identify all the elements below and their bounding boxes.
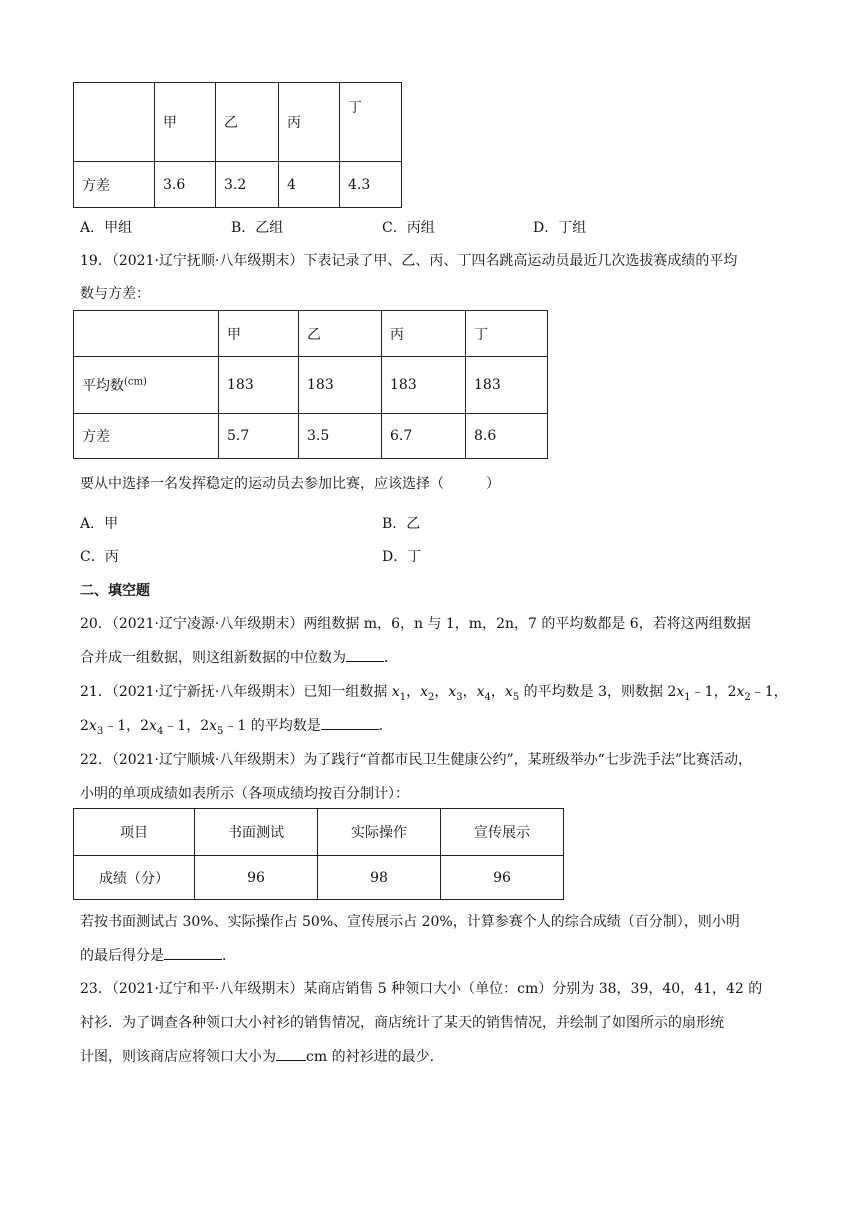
answer-blank[interactable] bbox=[164, 945, 222, 960]
table-header-cell: 丁 bbox=[340, 83, 402, 162]
q21-text3: 的平均数是 bbox=[250, 718, 321, 734]
table-header-cell: 实际操作 bbox=[318, 809, 441, 856]
avg-label: 平均数 bbox=[82, 378, 124, 394]
table-header-cell: 书面测试 bbox=[195, 809, 318, 856]
option-b: B．乙 bbox=[382, 516, 421, 532]
option-c: C．丙组 bbox=[382, 220, 435, 236]
q21-line1: 21．（2021·辽宁新抚·八年级期末）已知一组数据 $x_1$，$x_2$，$x_3$，$x_4$，$x_5$ 的平均数是 3，则数据 $2x_1﹣1$，$2x_2﹣1$， bbox=[80, 684, 788, 703]
score-table-q22 bbox=[73, 808, 564, 900]
table-cell bbox=[74, 83, 155, 162]
table-cell: 8.6 bbox=[466, 414, 548, 459]
table-cell: 3.6 bbox=[155, 162, 216, 208]
table-header-cell: 丙 bbox=[279, 83, 340, 162]
stats-table-q19 bbox=[73, 310, 548, 459]
option-a: A．甲 bbox=[80, 516, 119, 532]
q23-line3 bbox=[80, 1046, 444, 1066]
table-cell: 4.3 bbox=[340, 162, 402, 208]
table-header-cell: 乙 bbox=[299, 311, 382, 357]
table-cell bbox=[74, 311, 219, 357]
option-a: A．甲组 bbox=[80, 220, 133, 236]
answer-blank[interactable] bbox=[321, 715, 379, 730]
table-cell: 183 bbox=[219, 357, 299, 414]
variance-table-q18 bbox=[73, 82, 402, 208]
table-header-cell: 项目 bbox=[74, 809, 195, 856]
q20-end: ． bbox=[384, 650, 398, 666]
option-d: D．丁 bbox=[382, 549, 422, 565]
table-cell: 183 bbox=[299, 357, 382, 414]
q23-line2: 衬衫．为了调查各种领口大小衬衫的销售情况，商店统计了某天的销售情况，并绘制了如图所示的扇形统 bbox=[80, 1015, 724, 1031]
q23-text2: cm 的衬衫进的最少． bbox=[306, 1049, 444, 1065]
q21-text2: 的平均数是 3，则数据 2 bbox=[519, 684, 677, 700]
q22-line1: 22．（2021·辽宁顺城·八年级期末）为了践行“首都市民卫生健康公约”，某班级举办“七步洗手法”比赛活动， bbox=[80, 752, 752, 768]
table-row-label: 方差 bbox=[74, 414, 219, 459]
table-row-label: 成绩（分） bbox=[74, 856, 195, 900]
table-header-cell: 乙 bbox=[216, 83, 279, 162]
option-b: B．乙组 bbox=[231, 220, 284, 236]
q22-line3: 若按书面测试占 30%、实际操作占 50%、宣传展示占 20%，计算参赛个人的综合成绩（百分制），则小明 bbox=[80, 914, 740, 930]
q21-end: ． bbox=[378, 718, 393, 734]
avg-unit: (cm) bbox=[124, 376, 147, 388]
table-row-label bbox=[74, 357, 219, 414]
table-cell: 96 bbox=[441, 856, 564, 900]
q19-question: 要从中选择一名发挥稳定的运动员去参加比赛，应该选择（ ） bbox=[80, 476, 500, 492]
answer-blank[interactable] bbox=[276, 1046, 306, 1061]
table-header-cell: 丙 bbox=[382, 311, 466, 357]
q19-line1: 19．（2021·辽宁抚顺·八年级期末）下表记录了甲、乙、丙、丁四名跳高运动员最近几次选拔赛成绩的平均 bbox=[80, 253, 738, 269]
table-cell: 183 bbox=[382, 357, 466, 414]
q19-line2: 数与方差： bbox=[80, 286, 150, 302]
table-header-cell: 宣传展示 bbox=[441, 809, 564, 856]
q21-line2: $2x_3﹣1$，$2x_4﹣1$，$2x_5﹣1$ 的平均数是 ． bbox=[80, 715, 393, 737]
q20-line1: 20．（2021·辽宁凌源·八年级期末）两组数据 m，6，n 与 1，m，2n，7 的平均数都是 6，若将这两组数据 bbox=[80, 616, 751, 632]
q20-text: 合并成一组数据，则这组新数据的中位数为 bbox=[80, 650, 346, 666]
q22-line4 bbox=[80, 945, 236, 965]
table-cell: 183 bbox=[466, 357, 548, 414]
q20-line2 bbox=[80, 647, 398, 667]
q23-text: 计图，则该商店应将领口大小为 bbox=[80, 1049, 276, 1065]
q22-line2: 小明的单项成绩如表所示（各项成绩均按百分制计）： bbox=[80, 786, 409, 802]
table-cell: 3.5 bbox=[299, 414, 382, 459]
table-header-cell: 甲 bbox=[155, 83, 216, 162]
answer-blank[interactable] bbox=[346, 647, 384, 662]
table-cell: 98 bbox=[318, 856, 441, 900]
q23-line1: 23．（2021·辽宁和平·八年级期末）某商店销售 5 种领口大小（单位：cm）分别为 38，39，40，41，42 的 bbox=[80, 981, 763, 997]
table-header-cell: 丁 bbox=[466, 311, 548, 357]
table-cell: 96 bbox=[195, 856, 318, 900]
option-d: D．丁组 bbox=[533, 220, 587, 236]
option-c: C．丙 bbox=[80, 549, 119, 565]
section-heading: 二、填空题 bbox=[80, 583, 150, 599]
table-cell: 4 bbox=[279, 162, 340, 208]
table-cell: 5.7 bbox=[219, 414, 299, 459]
table-row-label: 方差 bbox=[74, 162, 155, 208]
table-header-cell: 甲 bbox=[219, 311, 299, 357]
q22-text: 的最后得分是 bbox=[80, 948, 164, 964]
q22-end: ． bbox=[222, 948, 236, 964]
table-cell: 3.2 bbox=[216, 162, 279, 208]
table-cell: 6.7 bbox=[382, 414, 466, 459]
q21-text: 21．（2021·辽宁新抚·八年级期末）已知一组数据 bbox=[80, 684, 392, 700]
